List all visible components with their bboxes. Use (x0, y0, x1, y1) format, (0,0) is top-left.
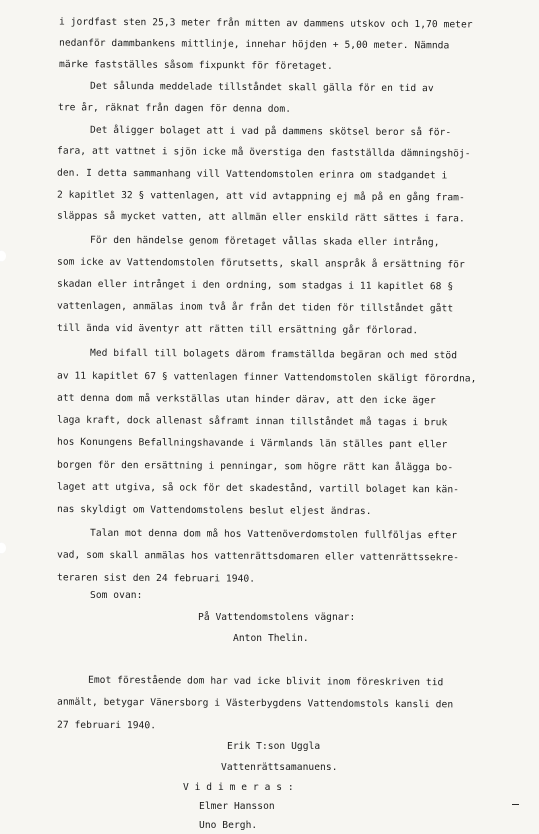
certificate-line: anmält, betygar Vänersborg i Västerbygdens Vattendomstols kansli den (56, 696, 454, 711)
paragraph-line: av 11 kapitlet 67 § vattenlagen finner Vattendomstolen skäligt förordna, (56, 370, 477, 385)
paragraph-line: nas skyldigt om Vattendomstolens beslut eljest ändras. (56, 503, 372, 518)
paragraph-line: som icke av Vattendomstolen förutsetts, skall anspråk å ersättning för (56, 256, 465, 271)
signer-name: Anton Thelin. (233, 633, 309, 644)
paragraph-line: laga kraft, dock allenast såframt innan tillståndet må tagas i bruk (56, 414, 448, 429)
paragraph-line: laget att utgiva, så ock för det skadestånd, vartill bolaget kan kän- (56, 481, 460, 496)
attestation-heading: V i d i m e r a s : (183, 782, 294, 793)
paragraph-line: För den händelse genom företaget vållas skada eller intrång, (89, 234, 440, 249)
paragraph-line: borgen för den ersättning i penningar, som högre rätt kan ålägga bo- (56, 459, 454, 474)
punch-hole (0, 250, 6, 262)
paragraph-line: skadan eller intrånget i den ordning, som stadgas i 11 kapitlet 68 § (56, 278, 454, 293)
paragraph-line: hos Konungens Befallningshavande i Värmlands län ställes pant eller (56, 436, 448, 451)
certificate-line: 27 februari 1940. (56, 719, 157, 732)
on-behalf-label: På Vattendomstolens vägnar: (198, 612, 356, 623)
certificate-signer-name: Erik T:son Uggla (227, 741, 321, 752)
certificate-line: Emot förestående dom har vad icke blivit inom föreskriven tid (87, 674, 444, 689)
paragraph-line: släppas så mycket vatten, att allmän eller enskild rätt sättes i fara. (56, 210, 465, 225)
paragraph-line: vad, som skall anmälas hos vattenrättsdomaren eller vattenrättssekre- (56, 549, 460, 564)
paragraph-line: tre år, räknat från dagen för denna dom. (57, 102, 292, 115)
attestation-name: Uno Bergh. (199, 820, 258, 831)
paragraph-line: Talan mot denna dom må hos Vattenöverdomstolen fullföljas efter (89, 527, 458, 542)
paragraph-line: till ända vid äventyr att rätten till ersättning går förlorad. (56, 322, 419, 337)
paragraph-line: nedanför dammbankens mittlinje, innehar höjden + 5,00 meter. Nämnda (58, 37, 450, 52)
margin-mark (512, 804, 519, 805)
certificate-signer-title: Vattenrättsamanuens. (221, 762, 338, 773)
paragraph-line: 2 kapitlet 32 § vattenlagen, att vid avtappning ej må på en gång fram- (56, 189, 465, 204)
paragraph-line: märke fastställes såsom fixpunkt för företaget. (58, 59, 333, 72)
paragraph-line: Det sålunda meddelade tillståndet skall gälla för en tid av (89, 80, 434, 95)
attestation-name: Elmer Hansson (199, 801, 275, 812)
paragraph-line: teraren sist den 24 februari 1940. (56, 572, 256, 585)
paragraph-line: Det åligger bolaget att i vad på dammens skötsel beror så för- (89, 124, 452, 139)
punch-hole (0, 542, 6, 554)
paragraph-line: fara, att vattnet i sjön icke må överstiga den fastställda dämningshöj- (56, 145, 471, 160)
paragraph-line: den. I detta sammanhang vill Vattendomstolen erinra om stadgandet i (56, 167, 448, 182)
paragraph-line: att denna dom må verkställas utan hinder därav, att den icke äger (56, 392, 436, 407)
som-ovan-label: Som ovan: (90, 590, 143, 601)
paragraph-line: Med bifall till bolagets därom framställda begäran och med stöd (89, 347, 458, 362)
paragraph-line: i jordfast sten 25,3 meter från mitten av dammens utskov och 1,70 meter (58, 16, 473, 31)
paragraph-line: vattenlagen, anmälas inom två år från det tiden för tillståndet gått (56, 300, 454, 315)
